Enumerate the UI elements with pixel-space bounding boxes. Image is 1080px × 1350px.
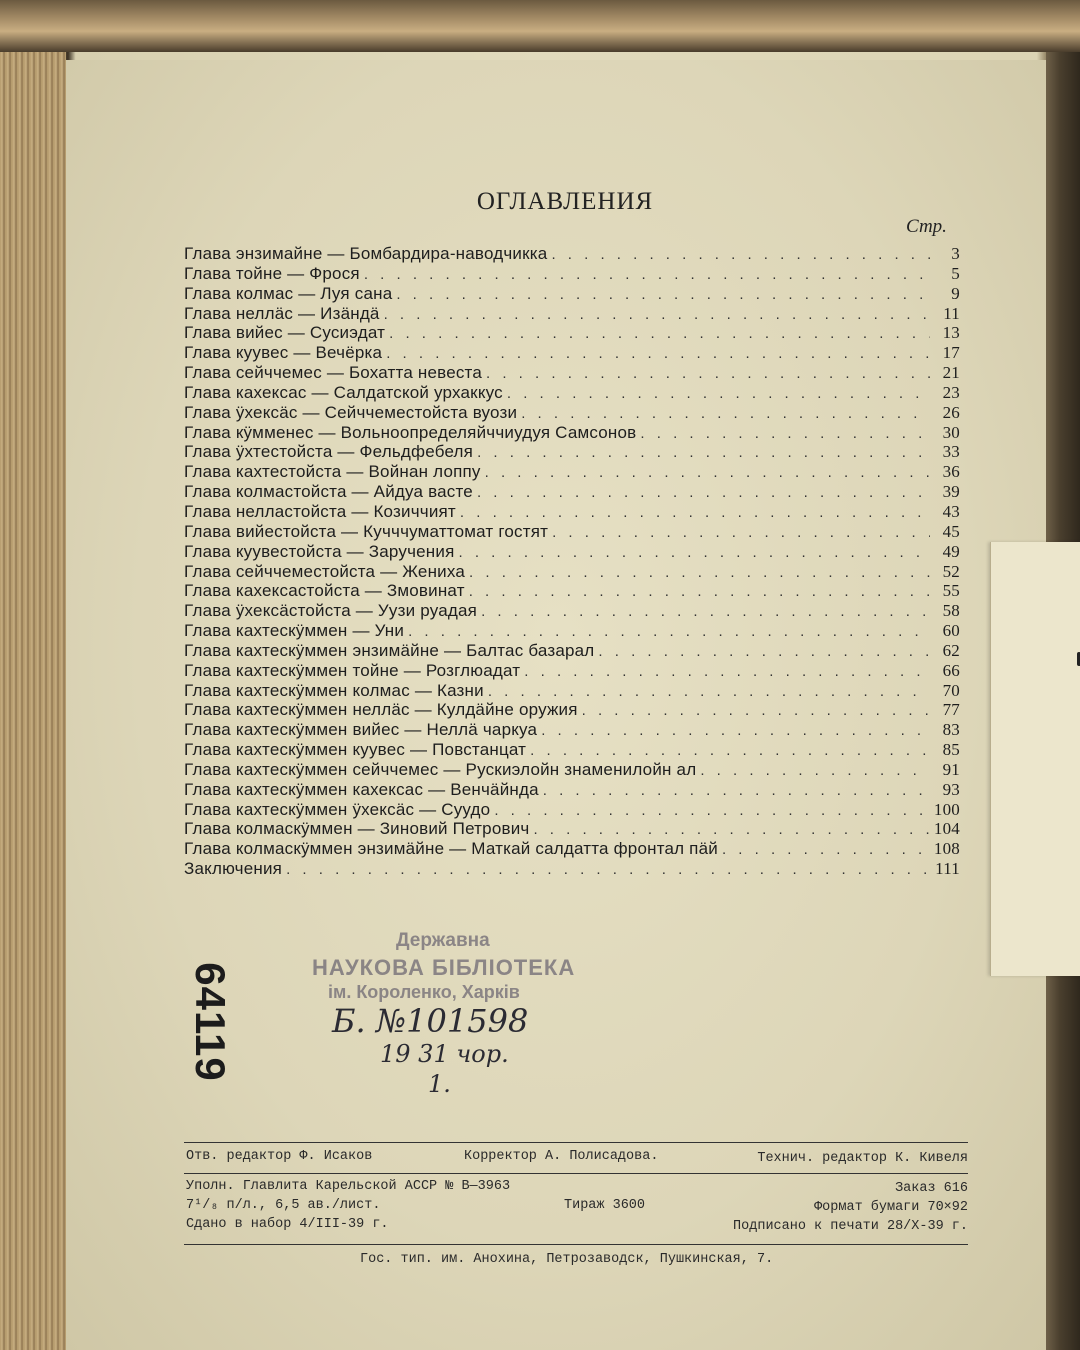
imprint-mid-rule bbox=[184, 1173, 968, 1174]
toc-leader-dots bbox=[459, 543, 931, 563]
toc-entry-page: 77 bbox=[942, 700, 960, 720]
toc-entry-page: 49 bbox=[942, 541, 960, 561]
toc-entry-page: 100 bbox=[933, 799, 960, 819]
imprint-editor: Отв. редактор Ф. Исаков bbox=[186, 1149, 373, 1164]
toc-leader-dots bbox=[524, 662, 930, 682]
toc-entry bbox=[184, 343, 960, 363]
toc-entry bbox=[184, 442, 960, 462]
toc-entry-title: Глава кахтескÿммен ÿхексäс — Суудо bbox=[184, 799, 491, 819]
toc-leader-dots bbox=[386, 344, 930, 364]
toc-leader-dots bbox=[551, 245, 930, 265]
toc-entry-title: Глава кахтескÿммен колмас — Казни bbox=[184, 680, 484, 700]
toc-leader-dots bbox=[384, 305, 930, 325]
toc-entry bbox=[184, 800, 960, 820]
toc-entry bbox=[184, 641, 960, 661]
toc-entry-page: 93 bbox=[942, 779, 960, 799]
toc-leader-dots bbox=[521, 404, 930, 424]
toc-entry-title: Глава ÿхтестойста — Фельдфебеля bbox=[184, 442, 474, 462]
toc-entry bbox=[184, 661, 960, 681]
toc-entry bbox=[184, 581, 960, 601]
imprint-order: Заказ 616 bbox=[895, 1181, 968, 1196]
toc-entry-page: 36 bbox=[942, 462, 960, 482]
toc-entry-title: Глава кахтескÿммен куувес — Повстанцат bbox=[184, 740, 527, 760]
page-column-label: Стр. bbox=[906, 216, 947, 237]
toc-entry-title: Глава вийестойста — Кучччуматтомат гостят bbox=[184, 521, 549, 541]
toc-entry-title: Глава кахтескÿммен — Уни bbox=[184, 621, 405, 641]
imprint-print-run: Тираж 3600 bbox=[564, 1198, 646, 1213]
toc-leader-dots bbox=[494, 801, 930, 821]
toc-leader-dots bbox=[481, 602, 930, 622]
toc-entry bbox=[184, 502, 960, 522]
toc-entry-title: Глава куувес — Вечёрка bbox=[184, 343, 383, 363]
toc-leader-dots bbox=[700, 761, 930, 781]
page-title: ОГЛАВЛЕНИЯ bbox=[476, 188, 654, 215]
toc-entry-page: 58 bbox=[942, 601, 960, 621]
toc-entry-page: 23 bbox=[942, 382, 960, 402]
toc-entry-page: 62 bbox=[942, 640, 960, 660]
toc-entry bbox=[184, 462, 960, 482]
toc-leader-dots bbox=[488, 682, 930, 702]
toc-entry-page: 5 bbox=[951, 263, 960, 283]
toc-entry bbox=[184, 760, 960, 780]
toc-entry bbox=[184, 681, 960, 701]
toc-entry bbox=[184, 859, 960, 879]
imprint-signed: Подписано к печати 28/X-39 г. bbox=[733, 1219, 968, 1234]
toc-entry bbox=[184, 304, 960, 324]
library-stamp-line2: НАУКОВА БІБЛІОТЕКА bbox=[312, 955, 576, 980]
toc-leader-dots bbox=[552, 523, 930, 543]
toc-leader-dots bbox=[477, 443, 930, 463]
handwritten-accession-number: Б. №101598 bbox=[332, 1002, 529, 1040]
toc-entry-page: 17 bbox=[942, 343, 960, 363]
toc-entry-page: 111 bbox=[935, 859, 960, 879]
toc-entry-title: Глава неллäс — Изäндä bbox=[184, 303, 380, 323]
paper-slip-insert bbox=[990, 542, 1080, 976]
library-stamp-line1: Державна bbox=[396, 930, 490, 951]
toc-entry bbox=[184, 264, 960, 284]
toc-entry-title: Глава сейччемес — Бохатта невеста bbox=[184, 363, 483, 383]
toc-entry-title: Глава энзимайне — Бомбардира-наводчикка bbox=[184, 244, 548, 263]
toc-entry bbox=[184, 482, 960, 502]
imprint-submitted: Сдано в набор 4/III-39 г. bbox=[186, 1217, 389, 1232]
toc-leader-dots bbox=[507, 384, 930, 404]
toc-entry-page: 11 bbox=[943, 303, 960, 323]
toc-entry-page: 45 bbox=[942, 521, 960, 541]
toc-entry-page: 26 bbox=[942, 402, 960, 422]
toc-entry bbox=[184, 542, 960, 562]
toc-leader-dots bbox=[389, 324, 930, 344]
toc-entry-page: 70 bbox=[942, 680, 960, 700]
toc-entry-page: 83 bbox=[942, 720, 960, 740]
toc-entry bbox=[184, 601, 960, 621]
imprint-tech-editor: Технич. редактор К. Кивеля bbox=[757, 1151, 968, 1166]
toc-entry bbox=[184, 403, 960, 423]
toc-entry-title: Глава сейччеместойста — Жениха bbox=[184, 561, 466, 581]
toc-leader-dots bbox=[364, 265, 930, 285]
imprint-top-rule bbox=[184, 1142, 968, 1143]
toc-leader-dots bbox=[598, 642, 930, 662]
library-stamp-line3: ім. Короленко, Харків bbox=[328, 982, 520, 1002]
toc-entry-page: 30 bbox=[942, 422, 960, 442]
toc-entry-title: Глава кахтескÿммен вийес — Неллä чаркуа bbox=[184, 720, 538, 740]
toc-leader-dots bbox=[408, 622, 930, 642]
imprint-sheets: 7¹/₈ п/л., 6,5 ав./лист. bbox=[186, 1198, 381, 1213]
toc-entry-title: Глава кахтескÿммен кахексас — Венчäйнда bbox=[184, 779, 539, 799]
handwritten-mark: 1. bbox=[428, 1070, 451, 1098]
toc-leader-dots bbox=[486, 364, 930, 384]
toc-entry-title: Глава колмас — Луя сана bbox=[184, 283, 393, 303]
toc-leader-dots bbox=[477, 483, 930, 503]
toc-entry-page: 13 bbox=[942, 323, 960, 343]
toc-leader-dots bbox=[469, 563, 930, 583]
toc-entry-title: Глава кахтескÿммен сейччемес — Рускиэлойн знаменилойн ал bbox=[184, 759, 697, 779]
toc-leader-dots bbox=[460, 503, 930, 523]
toc-entry-title: Глава кÿмменес — Вольноопределяйччиудуя Самсонов bbox=[184, 422, 637, 442]
toc-entry-title: Глава колмаскÿммен — Зиновий Петрович bbox=[184, 819, 530, 839]
toc-leader-dots bbox=[543, 781, 930, 801]
toc-leader-dots bbox=[286, 860, 930, 880]
toc-entry bbox=[184, 383, 960, 403]
imprint-paper-format: Формат бумаги 70×92 bbox=[814, 1200, 968, 1215]
toc-entry-title: Глава кахтескÿммен энзимäйне — Балтас базарал bbox=[184, 640, 595, 660]
toc-entry-title: Глава колмаскÿммен энзимäйне — Маткай салдатта фронтал пäй bbox=[184, 839, 718, 859]
toc-entry bbox=[184, 780, 960, 800]
imprint-bottom-rule bbox=[184, 1244, 968, 1245]
toc-leader-dots bbox=[722, 840, 930, 860]
toc-entry-page: 55 bbox=[942, 581, 960, 601]
toc-entry-page: 91 bbox=[942, 759, 960, 779]
toc-entry bbox=[184, 740, 960, 760]
toc-entry-page: 9 bbox=[951, 283, 960, 303]
toc-entry-title: Глава кахексастойста — Змовинат bbox=[184, 581, 465, 601]
toc-entry bbox=[184, 720, 960, 740]
toc-entry-title: Глава тойне — Фрося bbox=[184, 263, 360, 283]
toc-entry-page: 60 bbox=[942, 621, 960, 641]
toc-entry-title: Заключения bbox=[184, 859, 283, 879]
table-of-contents bbox=[184, 244, 960, 879]
toc-entry-page: 33 bbox=[942, 442, 960, 462]
book-top-edge bbox=[0, 0, 1080, 52]
toc-entry-title: Глава вийес — Сусиэдат bbox=[184, 323, 386, 343]
toc-entry-page: 104 bbox=[933, 819, 960, 839]
toc-leader-dots bbox=[396, 285, 930, 305]
toc-leader-dots bbox=[541, 721, 930, 741]
toc-entry bbox=[184, 621, 960, 641]
toc-leader-dots bbox=[582, 701, 930, 721]
toc-entry-title: Глава кахексас — Салдатской урхаккус bbox=[184, 382, 503, 402]
toc-entry bbox=[184, 562, 960, 582]
toc-entry bbox=[184, 522, 960, 542]
toc-entry-title: Глава ÿхексäс — Сейччеместойста вуози bbox=[184, 402, 518, 422]
toc-leader-dots bbox=[469, 582, 930, 602]
toc-entry-page: 66 bbox=[942, 660, 960, 680]
toc-entry-title: Глава ÿхексäстойста — Уузи руадая bbox=[184, 601, 478, 621]
toc-entry bbox=[184, 423, 960, 443]
imprint-printer: Гос. тип. им. Анохина, Петрозаводск, Пушкинская, 7. bbox=[360, 1252, 774, 1267]
toc-entry-page: 3 bbox=[951, 244, 960, 263]
page-edges-left bbox=[0, 52, 66, 1350]
toc-leader-dots bbox=[533, 820, 929, 840]
toc-entry-title: Глава кахтескÿммен неллäс — Кулдäйне оружия bbox=[184, 700, 578, 720]
toc-entry-page: 39 bbox=[942, 482, 960, 502]
toc-entry bbox=[184, 363, 960, 383]
imprint-glavlit: Уполн. Главлита Карельской АССР № В—3963 bbox=[186, 1179, 511, 1194]
toc-entry-page: 43 bbox=[942, 501, 960, 521]
toc-entry-title: Глава куувестойста — Заручения bbox=[184, 541, 455, 561]
toc-entry-title: Глава неллaстойста — Козиччият bbox=[184, 501, 456, 521]
toc-entry bbox=[184, 284, 960, 304]
toc-entry-title: Глава кахтестойста — Войнан лоппу bbox=[184, 462, 481, 482]
toc-leader-dots bbox=[640, 424, 930, 444]
toc-entry bbox=[184, 700, 960, 720]
toc-entry-page: 108 bbox=[933, 839, 960, 859]
toc-entry-title: Глава кахтескÿммен тойне — Розглюадат bbox=[184, 660, 521, 680]
inventory-number: 64119 bbox=[187, 962, 234, 1082]
toc-leader-dots bbox=[530, 741, 930, 761]
toc-entry-page: 85 bbox=[942, 740, 960, 760]
imprint-corrector: Корректор А. Полисадова. bbox=[464, 1149, 659, 1164]
toc-entry bbox=[184, 323, 960, 343]
handwritten-year: 19 31 чор. bbox=[380, 1040, 509, 1068]
toc-entry bbox=[184, 819, 960, 839]
toc-entry-page: 52 bbox=[942, 561, 960, 581]
toc-entry-title: Глава колмастойста — Айдуа васте bbox=[184, 482, 473, 502]
toc-entry bbox=[184, 244, 960, 264]
toc-entry bbox=[184, 839, 960, 859]
toc-entry-page: 21 bbox=[942, 363, 960, 383]
toc-leader-dots bbox=[485, 463, 930, 483]
